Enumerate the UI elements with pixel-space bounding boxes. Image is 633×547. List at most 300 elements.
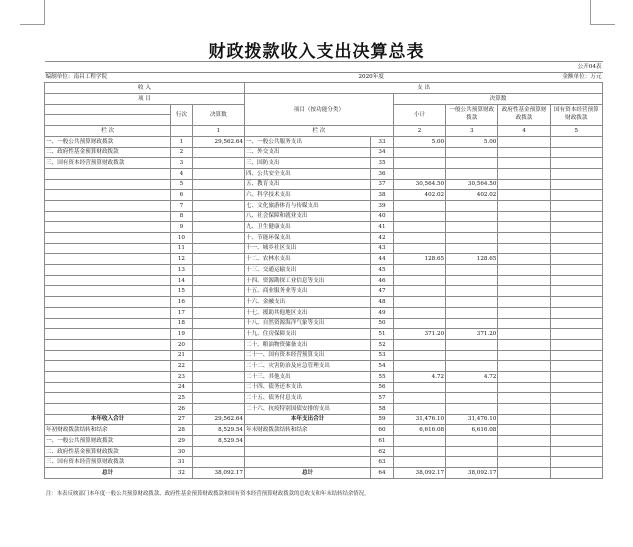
expense-general-budget <box>446 446 498 457</box>
expense-gov-fund <box>498 233 550 244</box>
income-row-no: 31 <box>171 457 193 468</box>
table-row <box>45 361 603 372</box>
subtotal-header: 小计 <box>393 104 445 125</box>
expense-row-no: 46 <box>371 275 394 286</box>
expense-subtotal <box>393 147 445 158</box>
expense-row-no: 50 <box>371 318 394 329</box>
income-row-no: 10 <box>171 233 193 244</box>
income-item-name <box>45 233 171 244</box>
expense-header: 支 出 <box>244 83 602 94</box>
expense-item-name: 三、国防支出 <box>244 158 370 169</box>
table-row <box>45 318 603 329</box>
expense-subtotal: 30,564.50 <box>393 179 445 190</box>
expense-state-capital <box>550 275 602 286</box>
expense-state-capital <box>550 190 602 201</box>
expense-row-no: 62 <box>371 446 394 457</box>
expense-gov-fund <box>498 136 550 147</box>
expense-state-capital <box>550 468 602 479</box>
income-amount: 29,562.64 <box>192 414 244 425</box>
income-row-no: 18 <box>171 318 193 329</box>
crop-mark-top-right <box>590 0 591 24</box>
expense-subtotal: 38,092.17 <box>393 468 445 479</box>
income-item-name <box>45 179 171 190</box>
expense-subtotal <box>393 404 445 415</box>
expense-state-capital <box>550 200 602 211</box>
expense-state-capital <box>550 350 602 361</box>
expense-state-capital <box>550 446 602 457</box>
expense-subtotal <box>393 307 445 318</box>
org-label: 编制单位：南昌工程学院 <box>45 72 245 83</box>
row-no-header: 行次 <box>171 104 193 125</box>
income-row-no: 14 <box>171 275 193 286</box>
expense-item-name: 七、文化旅游体育与传媒支出 <box>244 200 370 211</box>
income-item-name <box>45 339 171 350</box>
expense-item-name: 九、卫生健康支出 <box>244 222 370 233</box>
expense-gov-fund <box>498 468 550 479</box>
expense-item-name: 十、节能环保支出 <box>244 233 370 244</box>
table-row <box>45 339 603 350</box>
expense-row-no: 59 <box>371 414 394 425</box>
income-item-name <box>45 393 171 404</box>
expense-general-budget <box>446 350 498 361</box>
lanci-blank <box>171 126 193 137</box>
income-row-no: 28 <box>171 425 193 436</box>
expense-general-budget <box>446 318 498 329</box>
table-row <box>45 211 603 222</box>
crop-mark-top-right-h <box>590 24 615 25</box>
income-amount <box>192 275 244 286</box>
expense-state-capital <box>550 457 602 468</box>
expense-gov-fund <box>498 297 550 308</box>
income-amount <box>192 179 244 190</box>
income-item-name <box>45 361 171 372</box>
expense-row-no: 58 <box>371 404 394 415</box>
expense-row-no: 39 <box>371 200 394 211</box>
final-amount-header: 决算数 <box>393 94 602 105</box>
expense-item-name: 二十三、其他支出 <box>244 371 370 382</box>
expense-gov-fund <box>498 371 550 382</box>
table-row <box>45 200 603 211</box>
expense-gov-fund <box>498 211 550 222</box>
expense-gov-fund <box>498 382 550 393</box>
expense-general-budget <box>446 265 498 276</box>
table-row <box>45 136 603 147</box>
income-item-name <box>45 404 171 415</box>
table-row <box>45 404 603 415</box>
income-item-name: 本年收入合计 <box>45 414 171 425</box>
gov-fund-header: 政府性基金预算财政拨款 <box>498 104 550 125</box>
state-capital-header: 国有资本经营预算财政拨款 <box>550 104 602 125</box>
table-row <box>45 233 603 244</box>
expense-row-no: 51 <box>371 329 394 340</box>
income-item-name: 总计 <box>45 468 171 479</box>
income-item-name: 一、一般公共预算财政拨款 <box>45 436 171 447</box>
income-item-name <box>45 243 171 254</box>
expense-row-no: 48 <box>371 297 394 308</box>
header-row-1 <box>45 83 603 94</box>
expense-subtotal <box>393 265 445 276</box>
col-2-label: 2 <box>393 126 445 137</box>
year-label: 2020年度 <box>244 72 497 83</box>
expense-subtotal: 5.00 <box>393 136 445 147</box>
footnote: 注：本表反映部门本年度一般公共预算财政拨款、政府性基金预算财政拨款和国有资本经营预算财政拨款的总收支和年末结转结余情况。 <box>46 491 370 497</box>
expense-row-no: 52 <box>371 339 394 350</box>
table-row <box>45 382 603 393</box>
income-row-no: 24 <box>171 382 193 393</box>
expense-subtotal <box>393 222 445 233</box>
income-item-name <box>45 200 171 211</box>
table-row <box>45 446 603 457</box>
income-item-name: 二、政府性基金预算财政拨款 <box>45 147 171 158</box>
lanci-label: 栏 次 <box>45 126 171 137</box>
expense-gov-fund <box>498 200 550 211</box>
table-row <box>45 393 603 404</box>
income-amount <box>192 254 244 265</box>
income-item-name <box>45 168 171 179</box>
table-row <box>45 265 603 276</box>
expense-general-budget <box>446 382 498 393</box>
expense-gov-fund <box>498 446 550 457</box>
income-item-name <box>45 382 171 393</box>
expense-state-capital <box>550 179 602 190</box>
income-item-name <box>45 297 171 308</box>
expense-subtotal <box>393 457 445 468</box>
income-amount: 38,092.17 <box>192 468 244 479</box>
income-row-no: 4 <box>171 168 193 179</box>
expense-row-no: 37 <box>371 179 394 190</box>
expense-state-capital <box>550 361 602 372</box>
col-4-label: 4 <box>498 126 550 137</box>
col-5-label: 5 <box>550 126 602 137</box>
income-amount <box>192 371 244 382</box>
expense-item-name: 十九、住房保障支出 <box>244 329 370 340</box>
item-blank-cell <box>45 104 171 115</box>
income-row-no: 13 <box>171 265 193 276</box>
expense-general-budget <box>446 200 498 211</box>
table-row <box>45 329 603 340</box>
expense-general-budget <box>446 168 498 179</box>
income-row-no: 9 <box>171 222 193 233</box>
table-row <box>45 307 603 318</box>
expense-gov-fund <box>498 318 550 329</box>
expense-subtotal: 402.02 <box>393 190 445 201</box>
expense-gov-fund <box>498 254 550 265</box>
expense-item-name: 二十一、国有资本经营预算支出 <box>244 350 370 361</box>
expense-subtotal: 6,616.08 <box>393 425 445 436</box>
expense-subtotal <box>393 436 445 447</box>
income-amount <box>192 307 244 318</box>
expense-general-budget <box>446 222 498 233</box>
expense-general-budget: 31,476.10 <box>446 414 498 425</box>
income-item-name <box>45 307 171 318</box>
expense-subtotal <box>393 318 445 329</box>
expense-subtotal <box>393 382 445 393</box>
expense-gov-fund <box>498 457 550 468</box>
expense-gov-fund <box>498 265 550 276</box>
expense-gov-fund <box>498 147 550 158</box>
form-number: 公开04表 <box>550 62 602 73</box>
expense-gov-fund <box>498 329 550 340</box>
expense-item-name: 十二、农林水支出 <box>244 254 370 265</box>
expense-item-name <box>244 457 370 468</box>
expense-subtotal <box>393 339 445 350</box>
income-row-no: 16 <box>171 297 193 308</box>
expense-subtotal <box>393 275 445 286</box>
expense-subtotal <box>393 350 445 361</box>
income-item-name <box>45 211 171 222</box>
income-amount <box>192 457 244 468</box>
income-amount <box>192 158 244 169</box>
expense-general-budget: 6,616.08 <box>446 425 498 436</box>
expense-state-capital <box>550 318 602 329</box>
expense-state-capital <box>550 136 602 147</box>
expense-subtotal: 371.20 <box>393 329 445 340</box>
expense-general-budget <box>446 393 498 404</box>
expense-row-no: 44 <box>371 254 394 265</box>
expense-item-name: 十一、城乡社区支出 <box>244 243 370 254</box>
expense-general-budget <box>446 436 498 447</box>
expense-state-capital <box>550 211 602 222</box>
expense-general-budget: 371.20 <box>446 329 498 340</box>
table-row <box>45 371 603 382</box>
expense-item-name: 年末财政拨款结转和结余 <box>244 425 370 436</box>
income-item-name <box>45 318 171 329</box>
expense-gov-fund <box>498 158 550 169</box>
expense-row-no: 40 <box>371 211 394 222</box>
income-row-no: 8 <box>171 211 193 222</box>
income-row-no: 25 <box>171 393 193 404</box>
expense-general-budget: 4.72 <box>446 371 498 382</box>
table-row <box>45 468 603 479</box>
income-item-name <box>45 329 171 340</box>
income-header: 收 入 <box>45 83 245 94</box>
report-table <box>44 61 603 479</box>
expense-gov-fund <box>498 436 550 447</box>
income-amount <box>192 168 244 179</box>
income-amount <box>192 446 244 457</box>
expense-general-budget <box>446 404 498 415</box>
income-row-no: 1 <box>171 136 193 147</box>
expense-gov-fund <box>498 339 550 350</box>
income-row-no: 3 <box>171 158 193 169</box>
expense-item-name: 二十四、债务还本支出 <box>244 382 370 393</box>
expense-row-no: 33 <box>371 136 394 147</box>
income-amount <box>192 200 244 211</box>
expense-gov-fund <box>498 361 550 372</box>
income-amount <box>192 190 244 201</box>
income-row-no: 7 <box>171 200 193 211</box>
expense-state-capital <box>550 382 602 393</box>
income-amount <box>192 211 244 222</box>
expense-gov-fund <box>498 414 550 425</box>
form-number-row <box>45 62 603 73</box>
general-budget-header: 一般公共预算财政拨款 <box>446 104 498 125</box>
income-amount <box>192 286 244 297</box>
income-item-name <box>45 254 171 265</box>
expense-state-capital <box>550 425 602 436</box>
expense-row-no: 60 <box>371 425 394 436</box>
table-row <box>45 243 603 254</box>
income-row-no: 15 <box>171 286 193 297</box>
expense-general-budget: 38,092.17 <box>446 468 498 479</box>
meta-row <box>45 72 603 83</box>
item-func-header: 项目（按功能分类） <box>244 94 393 126</box>
income-row-no: 6 <box>171 190 193 201</box>
header-row-2 <box>45 94 603 105</box>
expense-item-name: 十四、资源勘探工业信息等支出 <box>244 275 370 286</box>
expense-item-name: 四、公共安全支出 <box>244 168 370 179</box>
income-item-name <box>45 350 171 361</box>
expense-subtotal: 128.65 <box>393 254 445 265</box>
income-row-no: 22 <box>171 361 193 372</box>
table-row <box>45 190 603 201</box>
expense-subtotal <box>393 168 445 179</box>
expense-subtotal <box>393 158 445 169</box>
table-row <box>45 222 603 233</box>
income-amount <box>192 297 244 308</box>
expense-row-no: 63 <box>371 457 394 468</box>
table-row <box>45 168 603 179</box>
col-3-label: 3 <box>446 126 498 137</box>
expense-state-capital <box>550 168 602 179</box>
table-row <box>45 350 603 361</box>
income-item-name <box>45 222 171 233</box>
expense-subtotal <box>393 286 445 297</box>
expense-gov-fund <box>498 168 550 179</box>
expense-gov-fund <box>498 404 550 415</box>
expense-subtotal <box>393 211 445 222</box>
expense-state-capital <box>550 339 602 350</box>
income-item-name: 三、国有资本经营预算财政拨款 <box>45 457 171 468</box>
expense-subtotal <box>393 446 445 457</box>
income-item-name <box>45 371 171 382</box>
expense-gov-fund <box>498 190 550 201</box>
expense-row-no: 45 <box>371 265 394 276</box>
expense-general-budget: 402.02 <box>446 190 498 201</box>
col-1-label: 1 <box>192 126 244 137</box>
expense-gov-fund <box>498 286 550 297</box>
expense-item-name: 十六、金融支出 <box>244 297 370 308</box>
income-item-name: 二、政府性基金预算财政拨款 <box>45 446 171 457</box>
expense-general-budget <box>446 211 498 222</box>
expense-gov-fund <box>498 179 550 190</box>
unit-label: 金额单位：万元 <box>498 72 603 83</box>
expense-state-capital <box>550 147 602 158</box>
expense-row-no: 54 <box>371 361 394 372</box>
expense-state-capital <box>550 436 602 447</box>
expense-item-name <box>244 436 370 447</box>
expense-subtotal: 4.72 <box>393 371 445 382</box>
expense-state-capital <box>550 233 602 244</box>
income-amount <box>192 265 244 276</box>
expense-state-capital <box>550 222 602 233</box>
income-row-no: 20 <box>171 339 193 350</box>
income-amount: 8,529.54 <box>192 436 244 447</box>
income-amount <box>192 318 244 329</box>
expense-item-name: 二十六、抗疫特别国债安排的支出 <box>244 404 370 415</box>
expense-state-capital <box>550 254 602 265</box>
expense-row-no: 38 <box>371 190 394 201</box>
expense-general-budget <box>446 158 498 169</box>
expense-row-no: 57 <box>371 393 394 404</box>
income-row-no: 26 <box>171 404 193 415</box>
table-row <box>45 254 603 265</box>
table-row <box>45 425 603 436</box>
expense-row-no: 41 <box>371 222 394 233</box>
income-row-no: 29 <box>171 436 193 447</box>
expense-state-capital <box>550 404 602 415</box>
expense-item-name: 八、社会保障和就业支出 <box>244 211 370 222</box>
expense-gov-fund <box>498 243 550 254</box>
income-row-no: 2 <box>171 147 193 158</box>
income-row-no: 23 <box>171 371 193 382</box>
expense-state-capital <box>550 243 602 254</box>
expense-state-capital <box>550 414 602 425</box>
expense-general-budget <box>446 233 498 244</box>
income-item-name <box>45 275 171 286</box>
income-amount <box>192 233 244 244</box>
expense-state-capital <box>550 286 602 297</box>
income-item-name: 一、一般公共预算财政拨款 <box>45 136 171 147</box>
income-amount <box>192 243 244 254</box>
expense-row-no: 42 <box>371 233 394 244</box>
income-item-name: 三、国有资本经营预算财政拨款 <box>45 158 171 169</box>
income-amount <box>192 222 244 233</box>
expense-item-name: 二十五、债务付息支出 <box>244 393 370 404</box>
income-amount: 29,562.64 <box>192 136 244 147</box>
income-row-no: 32 <box>171 468 193 479</box>
item-header: 项 目 <box>45 94 245 105</box>
income-row-no: 27 <box>171 414 193 425</box>
expense-general-budget <box>446 286 498 297</box>
expense-subtotal <box>393 361 445 372</box>
expense-item-name: 十三、交通运输支出 <box>244 265 370 276</box>
table-row <box>45 297 603 308</box>
expense-general-budget <box>446 297 498 308</box>
expense-row-no: 34 <box>371 147 394 158</box>
income-row-no: 21 <box>171 350 193 361</box>
expense-general-budget <box>446 147 498 158</box>
expense-item-name: 本年支出合计 <box>244 414 370 425</box>
expense-row-no: 53 <box>371 350 394 361</box>
income-row-no: 5 <box>171 179 193 190</box>
expense-item-name: 二、外交支出 <box>244 147 370 158</box>
expense-subtotal: 31,476.10 <box>393 414 445 425</box>
expense-item-name: 五、教育支出 <box>244 179 370 190</box>
table-row <box>45 275 603 286</box>
lanci-label-2: 栏 次 <box>244 126 393 137</box>
expense-item-name: 六、科学技术支出 <box>244 190 370 201</box>
income-row-no: 12 <box>171 254 193 265</box>
income-amount <box>192 329 244 340</box>
expense-state-capital <box>550 158 602 169</box>
crop-mark-top-left-h <box>20 24 45 25</box>
expense-row-no: 56 <box>371 382 394 393</box>
income-amount <box>192 361 244 372</box>
expense-row-no: 35 <box>371 158 394 169</box>
expense-state-capital <box>550 393 602 404</box>
expense-subtotal <box>393 297 445 308</box>
expense-state-capital <box>550 297 602 308</box>
crop-mark-top-left <box>44 0 45 24</box>
expense-gov-fund <box>498 307 550 318</box>
income-amount <box>192 350 244 361</box>
expense-general-budget <box>446 307 498 318</box>
expense-row-no: 47 <box>371 286 394 297</box>
expense-item-name: 十八、自然资源海洋气象等支出 <box>244 318 370 329</box>
expense-gov-fund <box>498 350 550 361</box>
column-number-row <box>45 126 603 137</box>
